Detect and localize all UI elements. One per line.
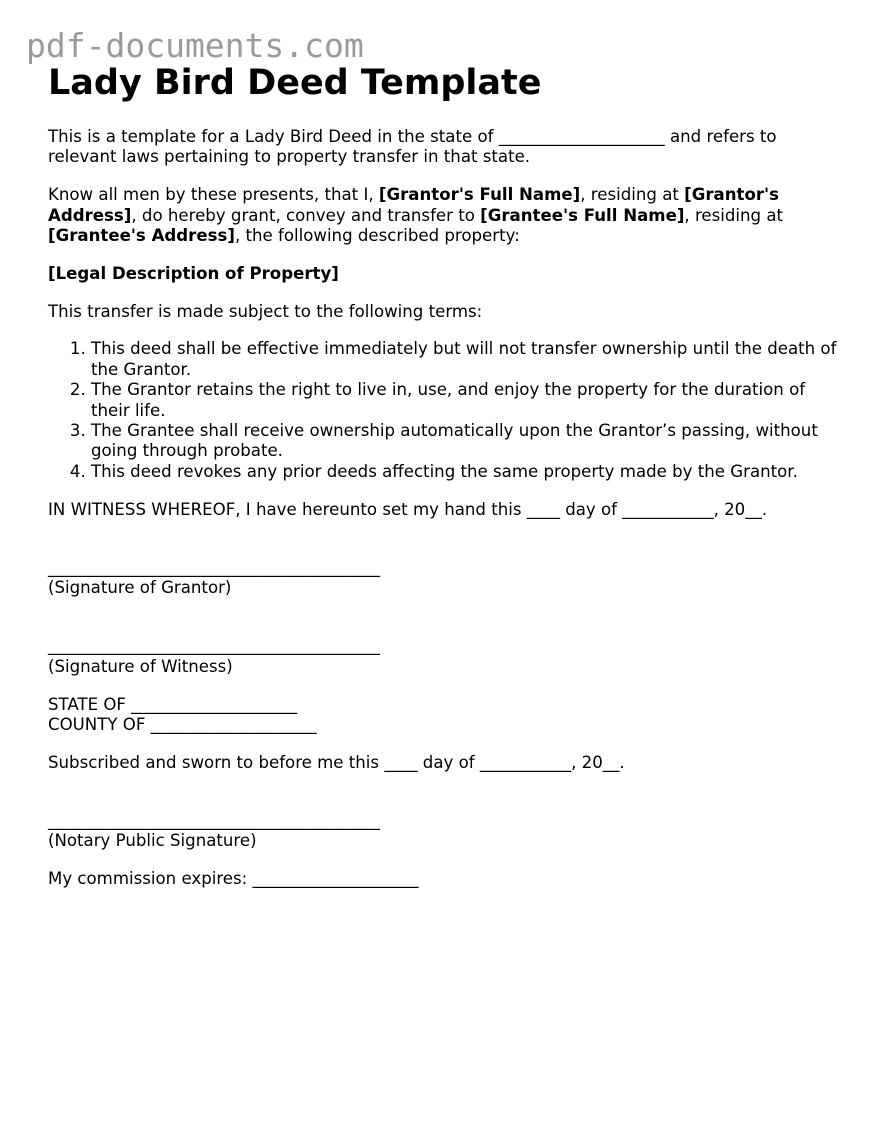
- watermark: pdf-documents.com: [26, 26, 364, 65]
- jurisdiction-block: [48, 695, 848, 736]
- county-line: COUNTY OF ____________________: [48, 715, 317, 735]
- grantor-signature-block: [48, 537, 848, 598]
- commission-expires: My commission expires: ____________________: [48, 869, 419, 889]
- intro-paragraph: This is a template for a Lady Bird Deed in the state of ____________________ and refers to relevant laws pertaining to property transfer in that state.: [48, 127, 777, 167]
- grantee-address-placeholder: [Grantee's Address]: [48, 226, 235, 246]
- document-body: [48, 127, 848, 890]
- term-item: 3. The Grantee shall receive ownership automatically upon the Grantor’s passing, without going through probate.: [91, 421, 848, 462]
- document-title: Lady Bird Deed Template: [48, 63, 542, 103]
- sworn-clause: Subscribed and sworn to before me this ____ day of ___________, 20__.: [48, 752, 625, 772]
- term-item: 2. The Grantor retains the right to live in, use, and enjoy the property for the duration of their life.: [91, 380, 848, 421]
- term-item: 4. This deed revokes any prior deeds affecting the same property made by the Grantor.: [91, 462, 848, 482]
- witness-signature-block: [48, 616, 848, 677]
- grant-text-5: , the following described property:: [234, 226, 520, 246]
- legal-description-heading: [Legal Description of Property]: [48, 263, 339, 283]
- notary-signature-block: [48, 791, 848, 852]
- grantor-signature-line: ________________________________________: [48, 557, 380, 577]
- notary-signature-line: ________________________________________: [48, 811, 380, 831]
- document-page: [48, 60, 848, 907]
- grant-text-2: , residing at: [580, 185, 685, 205]
- grantor-name-placeholder: [Grantor's Full Name]: [378, 185, 581, 205]
- witness-clause: IN WITNESS WHEREOF, I have hereunto set my hand this ____ day of ___________, 20__.: [48, 499, 768, 519]
- grantor-signature-label: (Signature of Grantor): [48, 578, 232, 598]
- state-line: STATE OF ____________________: [48, 694, 298, 714]
- grant-text-4: , residing at: [684, 205, 784, 225]
- grant-text-1: Know all men by these presents, that I,: [48, 185, 379, 205]
- witness-signature-label: (Signature of Witness): [48, 656, 233, 676]
- grant-text-3: , do hereby grant, convey and transfer to: [131, 205, 481, 225]
- witness-signature-line: ________________________________________: [48, 636, 380, 656]
- notary-signature-label: (Notary Public Signature): [48, 831, 257, 851]
- term-item: 1. This deed shall be effective immediately but will not transfer ownership until the death of the Grantor.: [91, 339, 848, 380]
- grant-paragraph: [48, 185, 848, 246]
- terms-intro: This transfer is made subject to the following terms:: [48, 301, 483, 321]
- grantee-name-placeholder: [Grantee's Full Name]: [480, 205, 685, 225]
- grantor-address-placeholder: [Grantor's Address]: [48, 185, 780, 225]
- terms-list: [48, 339, 848, 482]
